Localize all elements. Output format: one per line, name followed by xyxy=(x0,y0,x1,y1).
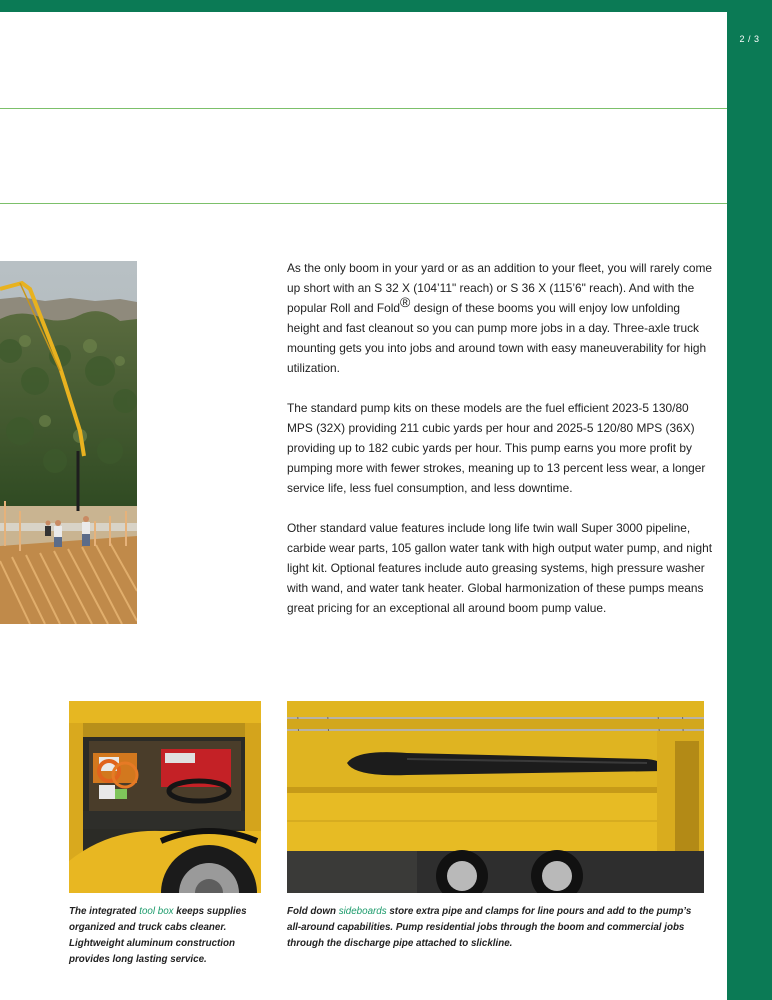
registered-mark: ® xyxy=(400,294,411,311)
tool-box-caption: The integrated tool box keeps supplies organized and truck cabs cleaner. Lightweight aluminum construction provides long lasting service. xyxy=(69,906,247,965)
body-paragraph-2: The standard pump kits on these models are the fuel efficient 2023-5 130/80 MPS (32X) providing 211 cubic yards per hour and 2025-5 120/80 MPS (36X) providing up to 182 cubic yards per hour. This pump earns you more profit by pumping more with fewer strokes, meaning up to 13 percent less wear, a longer service life, less fuel consumption, and less downtime. xyxy=(287,401,706,495)
page-number: 2 / 3 xyxy=(739,34,760,44)
sideboards-photo xyxy=(287,701,704,893)
top-green-band xyxy=(0,0,772,12)
sideboards-caption: Fold down sideboards store extra pipe and clamps for line pours and add to the pump’s all-around capabilities. Pump residential jobs through the boom and commercial jobs through the discharge pipe attached to slickline. xyxy=(287,906,692,949)
divider-rule-top xyxy=(0,108,727,109)
body-copy xyxy=(287,258,713,638)
sideboards-highlight: sideboards xyxy=(338,906,387,917)
boom-pump-jobsite-photo xyxy=(0,261,137,624)
body-paragraph-3: Other standard value features include long life twin wall Super 3000 pipeline, carbide wear parts, 105 gallon water tank with high output water pump, and night light kit. Optional features include auto greasing systems, high pressure washer with wand, and water tank heater. Global harmonization of these pumps means great pricing for an exceptional all around boom pump value. xyxy=(287,521,713,615)
side-green-band xyxy=(727,0,772,1000)
tool-box-photo xyxy=(69,701,261,893)
divider-rule-bottom xyxy=(0,203,727,204)
body-paragraph-1: As the only boom in your yard or as an addition to your fleet, you will rarely come up short with an S 32 X (104’11" reach) or S 36 X (115’6" reach). And with the popular Roll and Fold® design of these booms you will enjoy low unfolding height and fast cleanout so you can pump more jobs in a day. Three-axle truck mounting gets you into jobs and around town with easy maneuverability for high utilization. xyxy=(287,261,712,375)
tool-box-highlight: tool box xyxy=(139,906,174,917)
